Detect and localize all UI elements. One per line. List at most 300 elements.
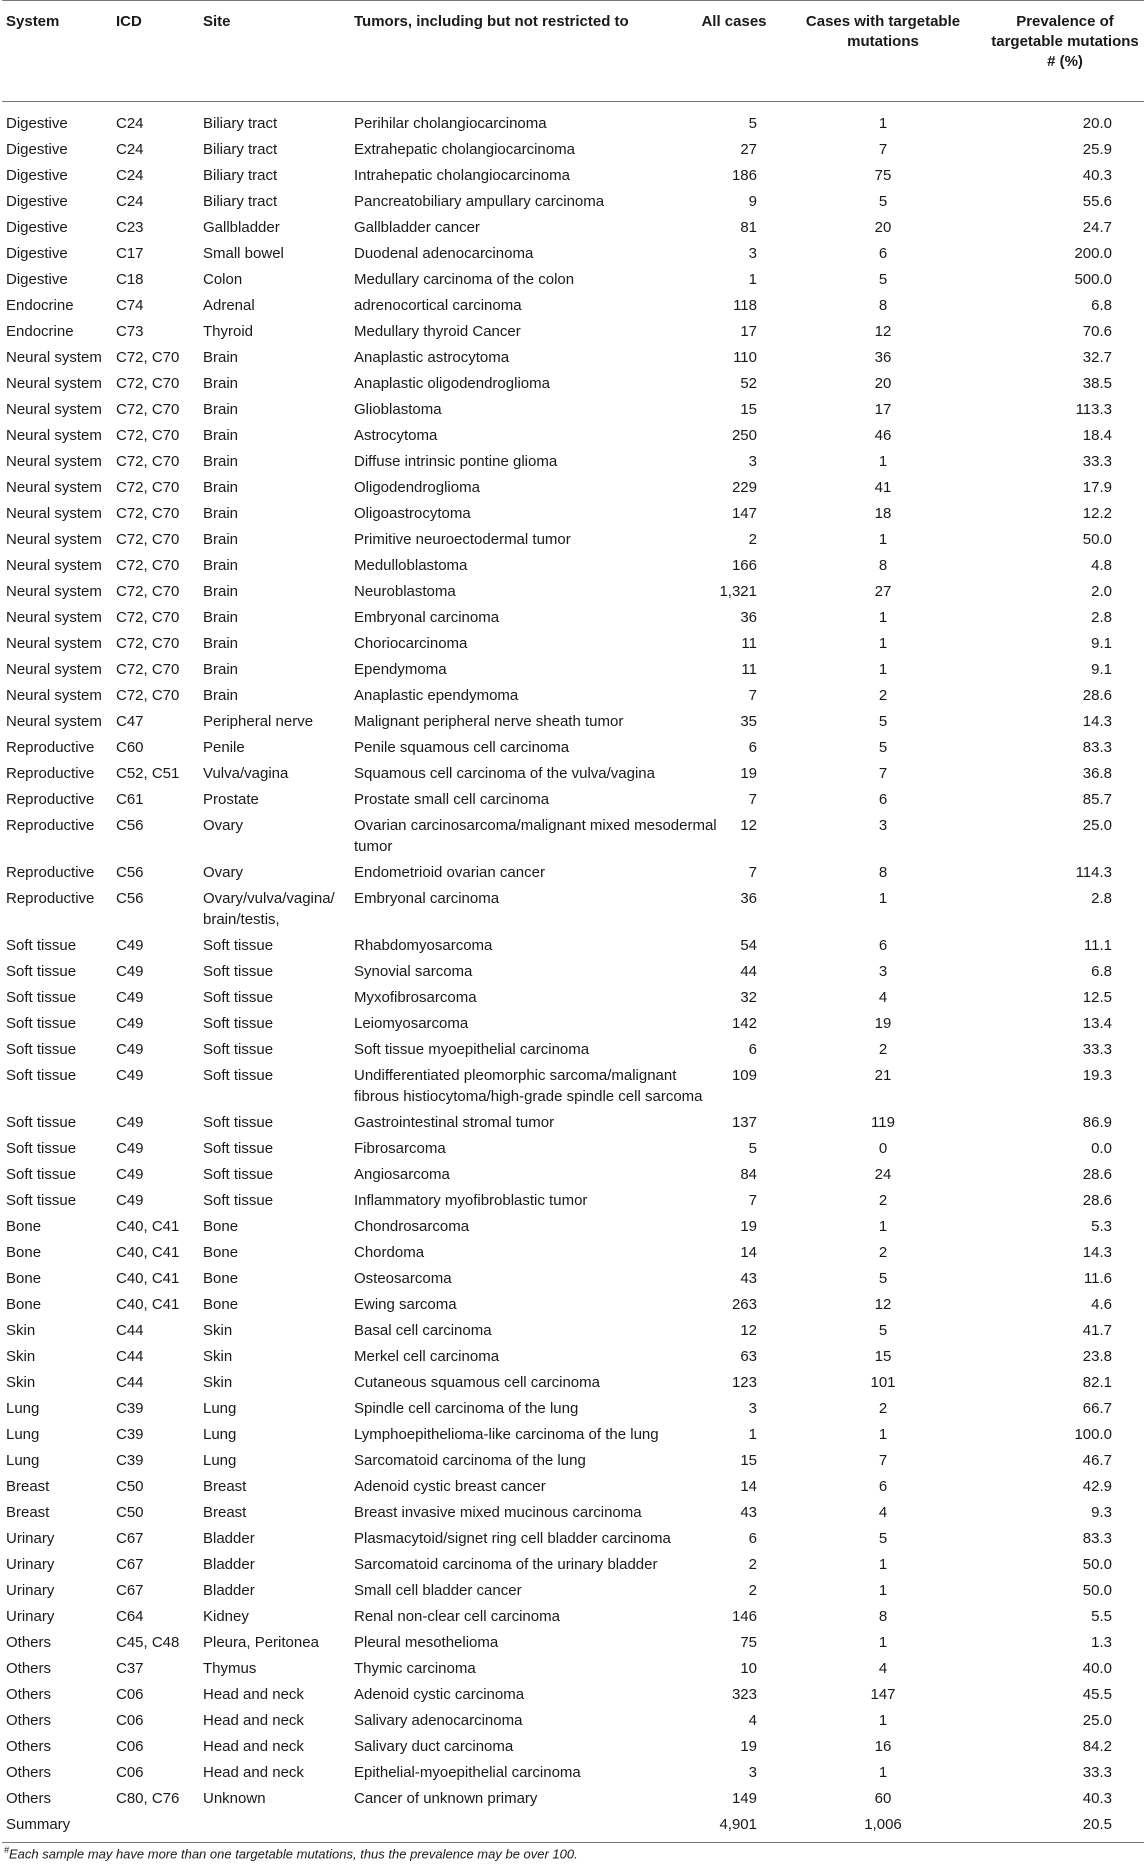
- cell-icd: C49: [116, 1067, 144, 1084]
- cell-prevalence: 9.3: [1091, 1504, 1112, 1521]
- cell-all-cases: 3: [748, 245, 757, 262]
- cell-tumor: Thymic carcinoma: [354, 1660, 476, 1677]
- table-row: [2, 1108, 1144, 1134]
- cell-icd: C40, C41: [116, 1244, 180, 1261]
- cell-all-cases: 19: [740, 1738, 757, 1755]
- cell-system: Soft tissue: [6, 1166, 77, 1183]
- cell-site: Biliary tract: [203, 141, 278, 158]
- cell-all-cases: 27: [740, 141, 757, 158]
- cell-site: Soft tissue: [203, 937, 274, 954]
- table-row: [2, 1446, 1144, 1472]
- footnote-text: Each sample may have more than one targetable mutations, thus the prevalence may be over 100.: [9, 1846, 578, 1862]
- cell-all-cases: 229: [731, 479, 757, 496]
- cell-tumor: Anaplastic astrocytoma: [354, 349, 510, 366]
- cell-site: Pleura, Peritonea: [203, 1634, 319, 1651]
- cell-system: Neural system: [6, 453, 102, 470]
- cell-prevalence: 42.9: [1082, 1478, 1112, 1495]
- cell-site: Kidney: [203, 1608, 249, 1625]
- table-row: [2, 1264, 1144, 1290]
- cell-prevalence: 12.5: [1082, 989, 1112, 1006]
- cell-icd: C49: [116, 1114, 144, 1131]
- cell-targetable-cases: 5: [878, 1530, 888, 1547]
- table-row: [2, 1238, 1144, 1264]
- cell-all-cases: 11: [741, 635, 757, 652]
- table-row: [2, 291, 1144, 317]
- cell-tumor: Cancer of unknown primary: [354, 1790, 538, 1807]
- table-row: [2, 421, 1144, 447]
- cell-site: Thymus: [203, 1660, 257, 1677]
- cell-all-cases: 32: [740, 989, 757, 1006]
- cell-tumor: Medullary carcinoma of the colon: [354, 271, 575, 288]
- cell-system: Urinary: [6, 1582, 55, 1599]
- cell-icd: C50: [116, 1504, 144, 1521]
- cell-all-cases: 81: [740, 219, 757, 236]
- table-row: [2, 577, 1144, 603]
- cell-icd: C64: [116, 1608, 144, 1625]
- cell-all-cases: 4,901: [719, 1816, 757, 1833]
- cell-site: Soft tissue: [203, 1041, 274, 1058]
- cell-targetable-cases: 1: [878, 1426, 888, 1443]
- cell-icd: C49: [116, 937, 144, 954]
- table-row: [2, 1009, 1144, 1035]
- cell-targetable-cases: 1: [878, 635, 888, 652]
- table-row: [2, 369, 1144, 395]
- cell-tumor: Ovarian carcinosarcoma/malignant mixed mesodermal tumor: [354, 817, 717, 855]
- cell-tumor: Malignant peripheral nerve sheath tumor: [354, 713, 624, 730]
- cell-icd: C74: [116, 297, 144, 314]
- cell-icd: C72, C70: [116, 661, 180, 678]
- cell-all-cases: 2: [748, 1556, 757, 1573]
- cell-system: Reproductive: [6, 817, 95, 834]
- cell-site: Soft tissue: [203, 1015, 274, 1032]
- cell-targetable-cases: 3: [878, 817, 888, 834]
- cell-site: Brain: [203, 427, 239, 444]
- cell-tumor: Primitive neuroectodermal tumor: [354, 531, 571, 548]
- cell-system: Lung: [6, 1400, 40, 1417]
- cell-icd: C49: [116, 1192, 144, 1209]
- cell-targetable-cases: 101: [870, 1374, 896, 1391]
- cell-tumor: Chondrosarcoma: [354, 1218, 470, 1235]
- cell-site: Ovary/vulva/vagina/ brain/testis,: [203, 890, 335, 928]
- cell-targetable-cases: 1: [878, 1634, 888, 1651]
- cell-icd: C60: [116, 739, 144, 756]
- cell-targetable-cases: 2: [878, 1400, 888, 1417]
- cell-all-cases: 7: [748, 864, 757, 881]
- cell-all-cases: 263: [731, 1296, 757, 1313]
- cell-site: Biliary tract: [203, 167, 278, 184]
- cell-icd: C56: [116, 890, 144, 907]
- cell-targetable-cases: 16: [874, 1738, 892, 1755]
- cell-prevalence: 6.8: [1091, 963, 1112, 980]
- cell-targetable-cases: 21: [874, 1067, 892, 1084]
- cell-all-cases: 166: [731, 557, 757, 574]
- cell-icd: C72, C70: [116, 349, 180, 366]
- cell-prevalence: 19.3: [1082, 1067, 1112, 1084]
- cell-targetable-cases: 17: [874, 401, 892, 418]
- table-row: [2, 707, 1144, 733]
- cell-targetable-cases: 2: [878, 1244, 888, 1261]
- table-row: [2, 1368, 1144, 1394]
- cell-icd: C72, C70: [116, 453, 180, 470]
- cell-all-cases: 75: [740, 1634, 757, 1651]
- cell-prevalence: 40.0: [1082, 1660, 1112, 1677]
- cell-all-cases: 35: [740, 713, 757, 730]
- table-row: [2, 1420, 1144, 1446]
- cell-targetable-cases: 6: [878, 245, 888, 262]
- table-row: [2, 957, 1144, 983]
- cell-tumor: Neuroblastoma: [354, 583, 456, 600]
- cell-all-cases: 36: [740, 890, 757, 907]
- cell-icd: C72, C70: [116, 375, 180, 392]
- cell-prevalence: 46.7: [1082, 1452, 1112, 1469]
- cell-all-cases: 2: [748, 531, 757, 548]
- cell-site: Biliary tract: [203, 115, 278, 132]
- cell-targetable-cases: 5: [878, 739, 888, 756]
- cell-all-cases: 7: [748, 687, 757, 704]
- cell-site: Colon: [203, 271, 243, 288]
- cell-prevalence: 20.0: [1082, 115, 1112, 132]
- cell-icd: C72, C70: [116, 531, 180, 548]
- cell-tumor: Sarcomatoid carcinoma of the lung: [354, 1452, 586, 1469]
- cell-tumor: Diffuse intrinsic pontine glioma: [354, 453, 558, 470]
- cell-site: Soft tissue: [203, 1192, 274, 1209]
- cell-system: Bone: [6, 1244, 42, 1261]
- cell-system: Summary: [6, 1816, 71, 1833]
- cell-system: Bone: [6, 1296, 42, 1313]
- cell-targetable-cases: 1,006: [864, 1816, 902, 1833]
- cell-system: Soft tissue: [6, 1041, 77, 1058]
- cell-all-cases: 6: [748, 1041, 757, 1058]
- cell-prevalence: 66.7: [1082, 1400, 1112, 1417]
- cell-tumor: Oligodendroglioma: [354, 479, 480, 496]
- cell-icd: C06: [116, 1712, 144, 1729]
- cell-site: Head and neck: [203, 1764, 304, 1781]
- cell-targetable-cases: 8: [878, 297, 888, 314]
- cell-system: Neural system: [6, 609, 102, 626]
- cell-all-cases: 43: [740, 1270, 757, 1287]
- cell-tumor: Glioblastoma: [354, 401, 442, 418]
- cell-prevalence: 100.0: [1074, 1426, 1112, 1443]
- cell-tumor: Endometrioid ovarian cancer: [354, 864, 545, 881]
- cell-site: Adrenal: [203, 297, 255, 314]
- table-row: [2, 213, 1144, 239]
- cell-site: Brain: [203, 531, 239, 548]
- cell-tumor: Pleural mesothelioma: [354, 1634, 499, 1651]
- cell-prevalence: 28.6: [1082, 1192, 1112, 1209]
- cell-targetable-cases: 4: [878, 1504, 888, 1521]
- cell-tumor: Ependymoma: [354, 661, 447, 678]
- cell-all-cases: 43: [740, 1504, 757, 1521]
- cell-system: Digestive: [6, 141, 68, 158]
- cell-all-cases: 14: [740, 1478, 757, 1495]
- header-cases-targetable: Cases with targetable mutations: [805, 13, 961, 50]
- cell-system: Neural system: [6, 661, 102, 678]
- cell-prevalence: 4.6: [1091, 1296, 1112, 1313]
- cell-site: Soft tissue: [203, 1114, 274, 1131]
- table-row: [2, 473, 1144, 499]
- cell-system: Neural system: [6, 713, 102, 730]
- cell-targetable-cases: 6: [878, 937, 888, 954]
- cell-prevalence: 25.0: [1082, 817, 1112, 834]
- cell-system: Others: [6, 1634, 52, 1651]
- cell-targetable-cases: 19: [874, 1015, 892, 1032]
- table-row: [2, 655, 1144, 681]
- cell-tumor: Anaplastic ependymoma: [354, 687, 519, 704]
- cell-system: Breast: [6, 1478, 50, 1495]
- cell-targetable-cases: 6: [878, 1478, 888, 1495]
- cell-system: Neural system: [6, 375, 102, 392]
- cell-system: Digestive: [6, 245, 68, 262]
- cell-site: Bladder: [203, 1530, 255, 1547]
- cell-icd: C73: [116, 323, 144, 340]
- cell-targetable-cases: 3: [878, 963, 888, 980]
- cell-targetable-cases: 6: [878, 791, 888, 808]
- cell-all-cases: 11: [741, 661, 757, 678]
- cell-all-cases: 118: [733, 297, 757, 314]
- table-row: [2, 447, 1144, 473]
- cell-icd: C45, C48: [116, 1634, 180, 1651]
- cell-targetable-cases: 119: [871, 1114, 895, 1131]
- cell-icd: C06: [116, 1738, 144, 1755]
- cell-site: Brain: [203, 557, 239, 574]
- cell-prevalence: 24.7: [1082, 219, 1112, 236]
- cell-all-cases: 7: [748, 791, 757, 808]
- table-row: [2, 395, 1144, 421]
- cell-system: Neural system: [6, 505, 102, 522]
- cell-all-cases: 10: [740, 1660, 757, 1677]
- cell-site: Bladder: [203, 1556, 255, 1573]
- cell-tumor: Lymphoepithelioma-like carcinoma of the lung: [354, 1426, 659, 1443]
- cell-icd: C49: [116, 963, 144, 980]
- cell-all-cases: 9: [748, 193, 757, 210]
- cell-tumor: Salivary duct carcinoma: [354, 1738, 514, 1755]
- cell-targetable-cases: 5: [878, 193, 888, 210]
- cell-tumor: Extrahepatic cholangiocarcinoma: [354, 141, 575, 158]
- cell-icd: C52, C51: [116, 765, 180, 782]
- cell-tumor: Duodenal adenocarcinoma: [354, 245, 534, 262]
- cell-tumor: Spindle cell carcinoma of the lung: [354, 1400, 579, 1417]
- cell-targetable-cases: 1: [878, 1556, 888, 1573]
- cell-icd: C72, C70: [116, 583, 180, 600]
- cell-site: Brain: [203, 453, 239, 470]
- cell-tumor: Rhabdomyosarcoma: [354, 937, 493, 954]
- cell-system: Neural system: [6, 427, 102, 444]
- cell-tumor: Astrocytoma: [354, 427, 438, 444]
- cell-system: Others: [6, 1686, 52, 1703]
- cell-site: Skin: [203, 1322, 233, 1339]
- table-row: [2, 1290, 1144, 1316]
- table-row: [2, 109, 1144, 135]
- cell-icd: C72, C70: [116, 505, 180, 522]
- table-header: [2, 0, 1144, 102]
- cell-targetable-cases: 8: [878, 864, 888, 881]
- cell-prevalence: 38.5: [1082, 375, 1112, 392]
- cell-system: Others: [6, 1790, 52, 1807]
- cell-prevalence: 0.0: [1091, 1140, 1112, 1157]
- table-row: [2, 1758, 1144, 1784]
- cell-tumor: Perihilar cholangiocarcinoma: [354, 115, 547, 132]
- table-row: [2, 499, 1144, 525]
- cell-all-cases: 1: [748, 271, 757, 288]
- cell-prevalence: 50.0: [1082, 1582, 1112, 1599]
- table-row: [2, 884, 1144, 931]
- cell-all-cases: 3: [748, 1400, 757, 1417]
- cell-icd: C80, C76: [116, 1790, 180, 1807]
- cell-tumor: Basal cell carcinoma: [354, 1322, 492, 1339]
- cell-all-cases: 6: [748, 739, 757, 756]
- footnote: [4, 1845, 578, 1861]
- cell-targetable-cases: 15: [874, 1348, 892, 1365]
- cell-tumor: Penile squamous cell carcinoma: [354, 739, 570, 756]
- table-row: [2, 1342, 1144, 1368]
- cell-all-cases: 323: [731, 1686, 757, 1703]
- table-row: [2, 759, 1144, 785]
- table-row: [2, 317, 1144, 343]
- cell-prevalence: 70.6: [1082, 323, 1112, 340]
- cell-tumor: Synovial sarcoma: [354, 963, 473, 980]
- cell-icd: C47: [116, 713, 144, 730]
- table-row: [2, 1061, 1144, 1108]
- cell-targetable-cases: 5: [878, 1270, 888, 1287]
- cell-icd: C44: [116, 1348, 144, 1365]
- table-row: [2, 811, 1144, 858]
- cell-prevalence: 9.1: [1091, 661, 1112, 678]
- cell-icd: C23: [116, 219, 144, 236]
- cell-prevalence: 12.2: [1082, 505, 1112, 522]
- cell-tumor: Myxofibrosarcoma: [354, 989, 477, 1006]
- cell-system: Others: [6, 1738, 52, 1755]
- table-row: [2, 1498, 1144, 1524]
- cell-site: Thyroid: [203, 323, 254, 340]
- cell-all-cases: 3: [748, 453, 757, 470]
- table-row: [2, 1784, 1144, 1810]
- cell-tumor: Ewing sarcoma: [354, 1296, 457, 1313]
- cell-system: Skin: [6, 1322, 36, 1339]
- cell-prevalence: 17.9: [1082, 479, 1112, 496]
- cell-site: Penile: [203, 739, 245, 756]
- cell-icd: C44: [116, 1374, 144, 1391]
- cell-all-cases: 186: [731, 167, 757, 184]
- cell-system: Breast: [6, 1504, 50, 1521]
- cell-site: Ovary: [203, 817, 244, 834]
- cell-icd: C49: [116, 989, 144, 1006]
- cell-system: Neural system: [6, 401, 102, 418]
- cell-system: Lung: [6, 1452, 40, 1469]
- cell-all-cases: 147: [731, 505, 757, 522]
- cell-system: Soft tissue: [6, 1140, 77, 1157]
- cell-all-cases: 110: [733, 349, 757, 366]
- cell-all-cases: 1: [748, 1426, 757, 1443]
- cell-system: Reproductive: [6, 765, 95, 782]
- cell-icd: C72, C70: [116, 401, 180, 418]
- cell-icd: C44: [116, 1322, 144, 1339]
- cell-site: Biliary tract: [203, 193, 278, 210]
- cell-prevalence: 41.7: [1082, 1322, 1112, 1339]
- cell-system: Digestive: [6, 193, 68, 210]
- cell-targetable-cases: 27: [874, 583, 892, 600]
- cell-icd: C40, C41: [116, 1218, 180, 1235]
- cell-system: Neural system: [6, 557, 102, 574]
- cell-system: Neural system: [6, 349, 102, 366]
- cell-tumor: Adenoid cystic breast cancer: [354, 1478, 546, 1495]
- cell-site: Brain: [203, 479, 239, 496]
- cell-prevalence: 83.3: [1082, 1530, 1112, 1547]
- cell-icd: C72, C70: [116, 479, 180, 496]
- cell-prevalence: 28.6: [1082, 1166, 1112, 1183]
- cell-targetable-cases: 1: [878, 1712, 888, 1729]
- cell-system: Others: [6, 1660, 52, 1677]
- cell-targetable-cases: 1: [878, 1764, 888, 1781]
- cell-icd: C67: [116, 1556, 144, 1573]
- cell-tumor: Sarcomatoid carcinoma of the urinary bladder: [354, 1556, 658, 1573]
- cell-system: Endocrine: [6, 323, 74, 340]
- cell-prevalence: 6.8: [1091, 297, 1112, 314]
- cell-prevalence: 13.4: [1082, 1015, 1112, 1032]
- cell-prevalence: 25.0: [1082, 1712, 1112, 1729]
- cell-icd: C49: [116, 1166, 144, 1183]
- cell-all-cases: 15: [740, 1452, 757, 1469]
- cell-tumor: Embryonal carcinoma: [354, 890, 500, 907]
- table-row: [2, 785, 1144, 811]
- cell-site: Skin: [203, 1374, 233, 1391]
- cell-prevalence: 83.3: [1082, 739, 1112, 756]
- cell-prevalence: 5.3: [1091, 1218, 1112, 1235]
- cell-site: Brain: [203, 635, 239, 652]
- table-row: [2, 1628, 1144, 1654]
- cell-system: Endocrine: [6, 297, 74, 314]
- cell-site: Gallbladder: [203, 219, 280, 236]
- cell-system: Digestive: [6, 271, 68, 288]
- cell-tumor: Adenoid cystic carcinoma: [354, 1686, 525, 1703]
- cell-all-cases: 250: [731, 427, 757, 444]
- table-row: [2, 1810, 1144, 1836]
- cell-system: Soft tissue: [6, 1192, 77, 1209]
- cell-prevalence: 11.6: [1083, 1270, 1112, 1287]
- cell-site: Vulva/vagina: [203, 765, 289, 782]
- cell-system: Bone: [6, 1270, 42, 1287]
- cell-site: Brain: [203, 687, 239, 704]
- cell-prevalence: 33.3: [1082, 1041, 1112, 1058]
- cell-system: Soft tissue: [6, 937, 77, 954]
- cell-tumor: Medulloblastoma: [354, 557, 468, 574]
- cell-tumor: Oligoastrocytoma: [354, 505, 471, 522]
- cell-icd: C56: [116, 864, 144, 881]
- cell-prevalence: 5.5: [1091, 1608, 1112, 1625]
- cell-targetable-cases: 8: [878, 1608, 888, 1625]
- cell-prevalence: 20.5: [1082, 1816, 1112, 1833]
- cell-system: Skin: [6, 1348, 36, 1365]
- cell-prevalence: 200.0: [1074, 245, 1112, 262]
- data-table: [2, 0, 1144, 1843]
- cell-site: Brain: [203, 505, 239, 522]
- cell-icd: C39: [116, 1452, 144, 1469]
- cell-system: Neural system: [6, 531, 102, 548]
- cell-site: Bone: [203, 1296, 239, 1313]
- cell-targetable-cases: 2: [878, 1041, 888, 1058]
- cell-site: Unknown: [203, 1790, 266, 1807]
- cell-site: Soft tissue: [203, 1067, 274, 1084]
- cell-all-cases: 54: [740, 937, 757, 954]
- cell-prevalence: 113.3: [1075, 401, 1112, 418]
- cell-system: Digestive: [6, 115, 68, 132]
- cell-site: Skin: [203, 1348, 233, 1365]
- cell-prevalence: 2.8: [1091, 609, 1112, 626]
- cell-prevalence: 1.3: [1091, 1634, 1112, 1651]
- cell-prevalence: 14.3: [1082, 1244, 1112, 1261]
- cell-tumor: Chordoma: [354, 1244, 425, 1261]
- cell-site: Small bowel: [203, 245, 284, 262]
- table-body: [2, 109, 1144, 1842]
